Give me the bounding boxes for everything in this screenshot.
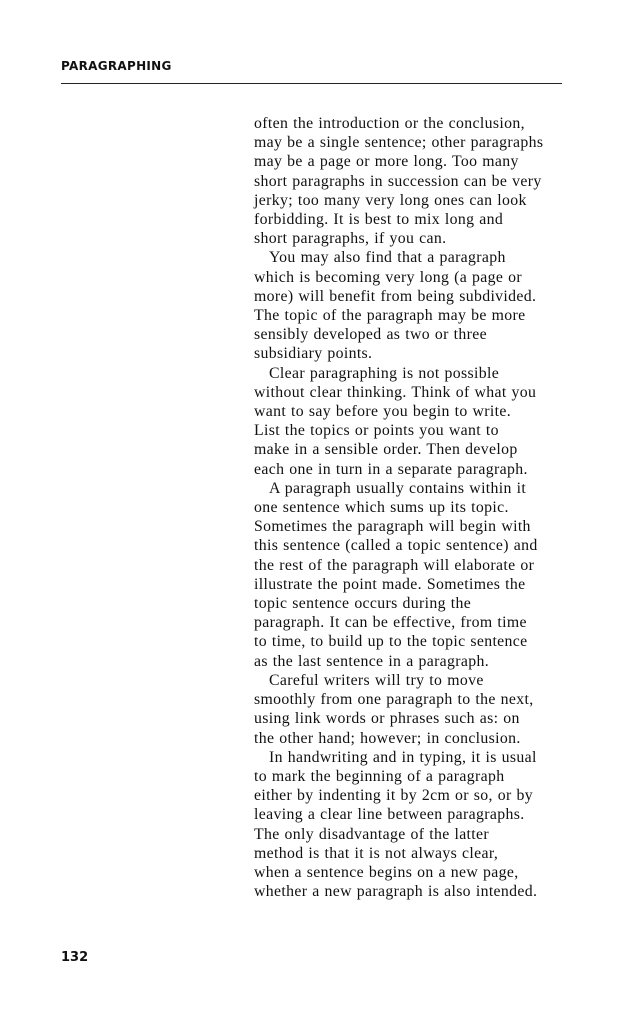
text-line: make in a sensible order. Then develop bbox=[254, 441, 518, 459]
text-line: illustrate the point made. Sometimes the bbox=[254, 575, 526, 593]
text-line: the other hand; however; in conclusion. bbox=[254, 729, 521, 747]
text-line: Clear paragraphing is not possible bbox=[269, 364, 500, 382]
text-line: Sometimes the paragraph will begin with bbox=[254, 518, 531, 536]
text-line: paragraph. It can be effective, from time bbox=[254, 614, 527, 632]
text-line: A paragraph usually contains within it bbox=[269, 479, 527, 497]
text-line: using link words or phrases such as: on bbox=[254, 710, 520, 728]
text-line: sensibly developed as two or three bbox=[254, 326, 487, 344]
text-line: subsidiary points. bbox=[254, 345, 373, 363]
header-rule bbox=[61, 83, 562, 84]
text-line: The topic of the paragraph may be more bbox=[254, 307, 526, 325]
text-line: The only disadvantage of the latter bbox=[254, 825, 490, 843]
text-line: leaving a clear line between paragraphs. bbox=[254, 806, 525, 824]
text-line: this sentence (called a topic sentence) and bbox=[254, 537, 538, 555]
body-text bbox=[254, 114, 564, 901]
page-number: 132 bbox=[61, 950, 89, 965]
text-line: may be a page or more long. Too many bbox=[254, 153, 519, 171]
text-line: topic sentence occurs during the bbox=[254, 595, 472, 613]
text-line: want to say before you begin to write. bbox=[254, 403, 512, 421]
text-line: List the topics or points you want to bbox=[254, 422, 499, 440]
text-line: Careful writers will try to move bbox=[269, 671, 484, 689]
text-line: one sentence which sums up its topic. bbox=[254, 499, 509, 517]
text-line: which is becoming very long (a page or bbox=[254, 268, 522, 286]
text-line: In handwriting and in typing, it is usual bbox=[269, 748, 537, 766]
text-line: smoothly from one paragraph to the next, bbox=[254, 691, 534, 709]
text-line: method is that it is not always clear, bbox=[254, 844, 499, 862]
text-line: forbidding. It is best to mix long and bbox=[254, 211, 504, 229]
text-line: may be a single sentence; other paragraphs bbox=[254, 134, 544, 152]
text-line: to mark the beginning of a paragraph bbox=[254, 767, 505, 785]
text-line: each one in turn in a separate paragraph. bbox=[254, 460, 528, 478]
text-line: short paragraphs, if you can. bbox=[254, 230, 447, 248]
text-line: as the last sentence in a paragraph. bbox=[254, 652, 490, 670]
text-line: often the introduction or the conclusion, bbox=[254, 115, 525, 132]
text-line: more) will benefit from being subdivided. bbox=[254, 287, 537, 305]
text-line: either by indenting it by 2cm or so, or by bbox=[254, 787, 533, 805]
text-line: short paragraphs in succession can be very bbox=[254, 172, 542, 190]
text-line: jerky; too many very long ones can look bbox=[254, 191, 527, 209]
text-line: when a sentence begins on a new page, bbox=[254, 863, 519, 881]
text-line: the rest of the paragraph will elaborate or bbox=[254, 556, 535, 574]
text-line: You may also find that a paragraph bbox=[269, 249, 506, 267]
running-head: PARAGRAPHING bbox=[61, 59, 172, 73]
text-line: to time, to build up to the topic sentence bbox=[254, 633, 528, 651]
text-line: without clear thinking. Think of what you bbox=[254, 383, 537, 401]
text-line: whether a new paragraph is also intended. bbox=[254, 883, 538, 901]
